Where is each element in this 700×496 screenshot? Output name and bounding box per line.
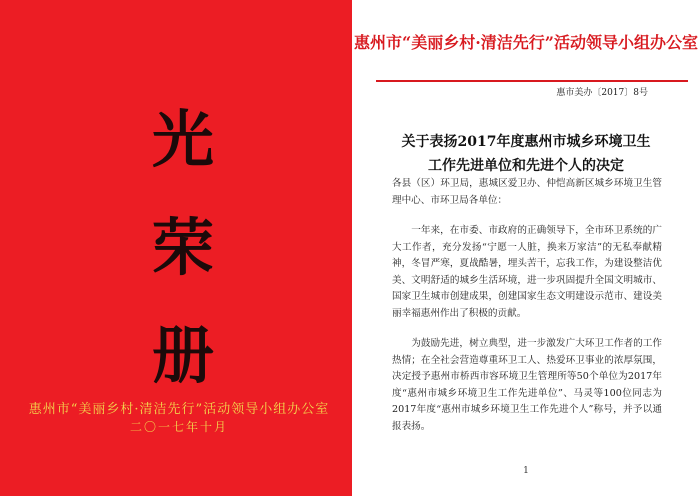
- cover-office-name: 惠州市“美丽乡村·清洁先行”活动领导小组办公室: [28, 402, 330, 417]
- body-paragraph: 为鼓励先进，树立典型，进一步激发广大环卫工作者的工作热情；在全社会营造尊重环卫工人、热爱环卫事业的浓厚氛围，决定授予惠州市桥西市容环境卫生管理所等50个单位为2017年度“惠州市城乡环境卫生工作先进单位”、马灵等100位同志为2017年度“惠州市城乡环境卫生工作先进个人”称号，并予以通报表扬。: [392, 338, 662, 432]
- letterhead-office: 惠州市“美丽乡村·清洁先行”活动领导小组办公室: [354, 33, 698, 52]
- cover-title: [148, 86, 218, 410]
- cover-title-char: 光: [151, 103, 214, 176]
- letterhead-rule: [376, 80, 688, 82]
- body-paragraph: 一年来，在市委、市政府的正确领导下，全市环卫系统的广大工作者，充分发扬“宁愿一人脏，换来万家洁”的无私奉献精神，冬冒严寒，夏战酷暑，埋头苦干，忘我工作，为建设整洁优美、文明舒适的城乡生活环境，进一步巩固提升全国文明城市、国家卫生城市创建成果，创建国家生态文明建设示范市、建设美丽幸福惠州作出了积极的贡献。: [392, 225, 662, 319]
- cover-title-char: 册: [151, 319, 214, 392]
- page-number: 1: [523, 466, 529, 476]
- document-number: 惠市美办〔2017〕8号: [556, 88, 648, 98]
- cover-date: 二〇一七年十月: [129, 420, 228, 434]
- cover-title-char: 荣: [151, 211, 214, 284]
- document-body: [392, 176, 662, 449]
- document-page: [352, 0, 700, 496]
- document-title: [352, 130, 700, 178]
- salutation: 各县（区）环卫局，惠城区爱卫办、仲恺高新区城乡环境卫生管理中心、市环卫局各单位：: [392, 178, 662, 206]
- document-title-line: 关于表扬2017年度惠州市城乡环境卫生: [401, 134, 651, 150]
- document-title-line: 工作先进单位和先进个人的决定: [428, 158, 624, 174]
